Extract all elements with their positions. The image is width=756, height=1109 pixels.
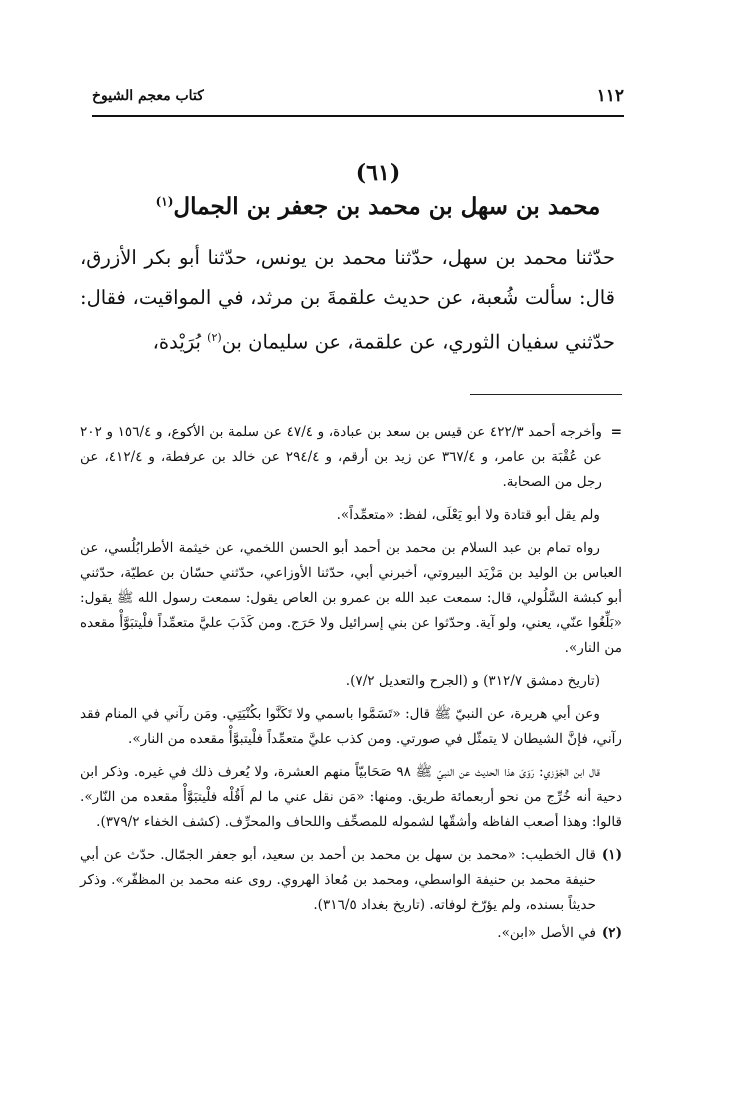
hadith-part-2: بُرَيْدة، <box>152 330 208 354</box>
title-footnote-ref: (١) <box>155 194 174 209</box>
entry-title <box>0 193 756 220</box>
footnote-1-text: قال الخطيب: «محمد بن سهل بن محمد بن أحمد بن سعيد، أبو جعفر الجمّال. حدّث عن أبي حنيفة محمد بن حنيفة الواسطي، ومحمد بن مُعاذ الهروي. روى عنه محمد بن المظفّر». وذكر حديثاً بسنده، ولم يؤرّخ لوفاته. (تاريخ بغداد ٣١٦/٥). <box>80 847 596 913</box>
running-header <box>92 84 624 114</box>
entry-title-text: محمد بن سهل بن محمد بن جعفر بن الجمال <box>173 193 601 220</box>
note-paragraph-5: وعن أبي هريرة، عن النبيّ ﷺ قال: «تَسَمَّوا باسمي ولا تَكَنَّوا بكُنْيَتِي. ومَن رآني في المنام فقد رآني، فإنَّ الشيطان لا يتمثّل في صورتي. ومن كذب عليَّ متعمِّداً فلْيتبوَّأْ مقعده من النار». <box>80 706 622 747</box>
footnote-1-label: (١) <box>601 847 622 863</box>
footnotes <box>80 420 622 949</box>
hadith-paragraph <box>80 238 615 363</box>
hadith-text <box>80 238 615 363</box>
footnote-2-label: (٢) <box>601 925 622 941</box>
entry-number: (٦١) <box>355 160 401 186</box>
footnote-1 <box>80 843 622 918</box>
note-paragraph-3: رواه تمام بن عبد السلام بن محمد بن أحمد أبو الحسن اللخمي، عن خيثمة الأطرابُلُسي، عن العباس بن الوليد بن مَزْيَد البيروتي، أخبرني أبي، حدّثنا الأوزاعي، حدّثني حسّان بن عطيّة، حدّثني أبو كبشة السَّلُولي، قال: سمعت عبد الله بن عمرو بن العاص يقول: سمعت رسول الله ﷺ يقول: «بَلِّغُوا عنّي، يعني، ولو آية. وحدّثوا عن بني إسرائيل ولا حَرَج. ومن كَذَبَ عليَّ متعمِّداً فلْيتبَوَّأْ مقعده من النار». <box>80 540 622 656</box>
note-paragraph-2: ولم يقل أبو قتادة ولا أبو يَعْلَى، لفظ: «متعمِّداً». <box>336 507 600 523</box>
footnote-2-text: في الأصل «ابن». <box>497 925 596 941</box>
note-continuation <box>80 420 622 495</box>
note-paragraph-1: وأخرجه أحمد ٤٢٢/٣ عن قيس بن سعد بن عبادة، و ٤٧/٤ عن سلمة بن الأكوع، و ١٥٦/٤ و ٢٠٢ عن عُقْبَة بن عامر، و ٣٦٧/٤ عن زيد بن أرقم، و ٢٩٤/٤ عن خالد بن عرفطة، و ٤١٢/٤، عن رجل من الصحابة. <box>80 424 603 490</box>
footnote-separator <box>470 394 622 395</box>
page-number: ١١٢ <box>596 86 624 106</box>
note-paragraph-6: قال ابن الجَوْزي: رَوَىَ هذا الحديث عن النبيّ ﷺ ٩٨ صَحَابيّاً منهم العشرة، ولا يُعرف ذلك في غيره. وذكر ابن دحية أنه خُرِّج من نحو أربعمائة طريق. ومنها: «مَن نقل عني ما لم أَقُلْه فلْيتبَوَّأْ مقعده من النّار». قالوا: وهذا أصعب الفاظه وأشقّها لشموله للمصحِّف واللحاف والمحرِّف. (كشف الخفاء ٣٧٩/٢). <box>80 764 622 830</box>
book-title: كتاب معجم الشيوخ <box>92 88 204 104</box>
footnote-2 <box>80 921 622 946</box>
note-paragraph-4: (تاريخ دمشق ٣١٢/٧) و (الجرح والتعديل ٧/٢). <box>345 673 600 689</box>
continuation-marker: = <box>610 424 622 440</box>
hadith-part-1: حدّثنا محمد بن سهل، حدّثنا محمد بن يونس، حدّثنا أبو بكر الأزرق، قال: سألت شُعبة، عن حديث علقمةَ بن مرثد، في المواقيت، فقال: حدّثني سفيان الثوري، عن علقمة، عن سليمان بن <box>80 246 615 354</box>
body-footnote-ref: (٢) <box>207 331 222 344</box>
header-rule <box>92 115 624 117</box>
